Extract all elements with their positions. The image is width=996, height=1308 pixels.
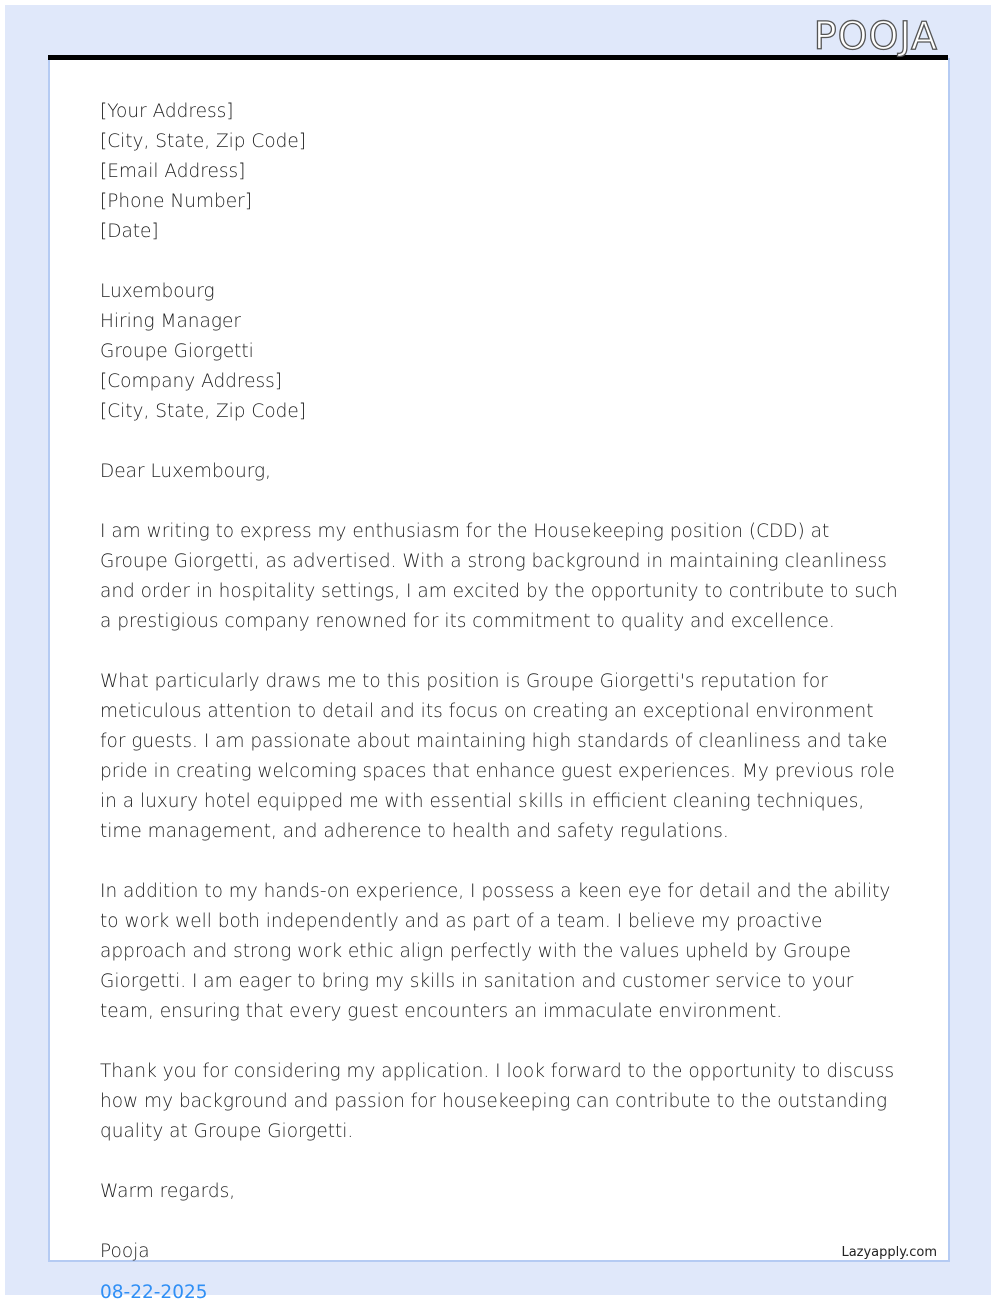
sender-block (100, 97, 900, 247)
recipient-line: Luxembourg (100, 281, 215, 302)
sender-line: [City, State, Zip Code] (100, 131, 306, 152)
salutation: Dear Luxembourg, (100, 461, 271, 482)
letter-date: 08-22-2025 (100, 1282, 208, 1303)
recipient-line: [Company Address] (100, 371, 283, 392)
sender-line: [Your Address] (100, 101, 234, 122)
letter-body (100, 97, 900, 1297)
recipient-line: [City, State, Zip Code] (100, 401, 306, 422)
sender-line: [Phone Number] (100, 191, 252, 212)
recipient-line: Hiring Manager (100, 311, 241, 332)
sender-line: [Date] (100, 221, 159, 242)
paragraph: In addition to my hands-on experience, I possess a keen eye for detail and the ability to work well both independently and as part of a team. I believe my proactive approach and strong work ethic align perfectly with the values upheld by Groupe Giorgetti. I am eager to bring my skills in sanitation and customer service to your team, ensuring that every guest encounters an immaculate environment. (100, 881, 891, 1022)
sender-line: [Email Address] (100, 161, 246, 182)
recipient-block (100, 277, 900, 427)
paragraph: Thank you for considering my application. I look forward to the opportunity to discuss how my background and passion for housekeeping can contribute to the outstanding quality at Groupe Giorgetti. (100, 1061, 895, 1142)
recipient-line: Groupe Giorgetti (100, 341, 254, 362)
name-logo: POOJA (813, 14, 938, 58)
paragraph: What particularly draws me to this position is Groupe Giorgetti's reputation for meticulous attention to detail and its focus on creating an exceptional environment for guests. I am passionate about maintaining high standards of cleanliness and take pride in creating welcoming spaces that enhance guest experiences. My previous role in a luxury hotel equipped me with essential skills in efficient cleaning techniques, time management, and adherence to health and safety regulations. (100, 671, 895, 842)
brand-footer: Lazyapply.com (841, 1245, 937, 1260)
closing: Warm regards, (100, 1181, 236, 1202)
paragraph: I am writing to express my enthusiasm for the Housekeeping position (CDD) at Groupe Giorgetti, as advertised. With a strong background in maintaining cleanliness and order in hospitality settings, I am excited by the opportunity to contribute to such a prestigious company renowned for its commitment to quality and excellence. (100, 521, 898, 632)
signature: Pooja (100, 1241, 150, 1262)
